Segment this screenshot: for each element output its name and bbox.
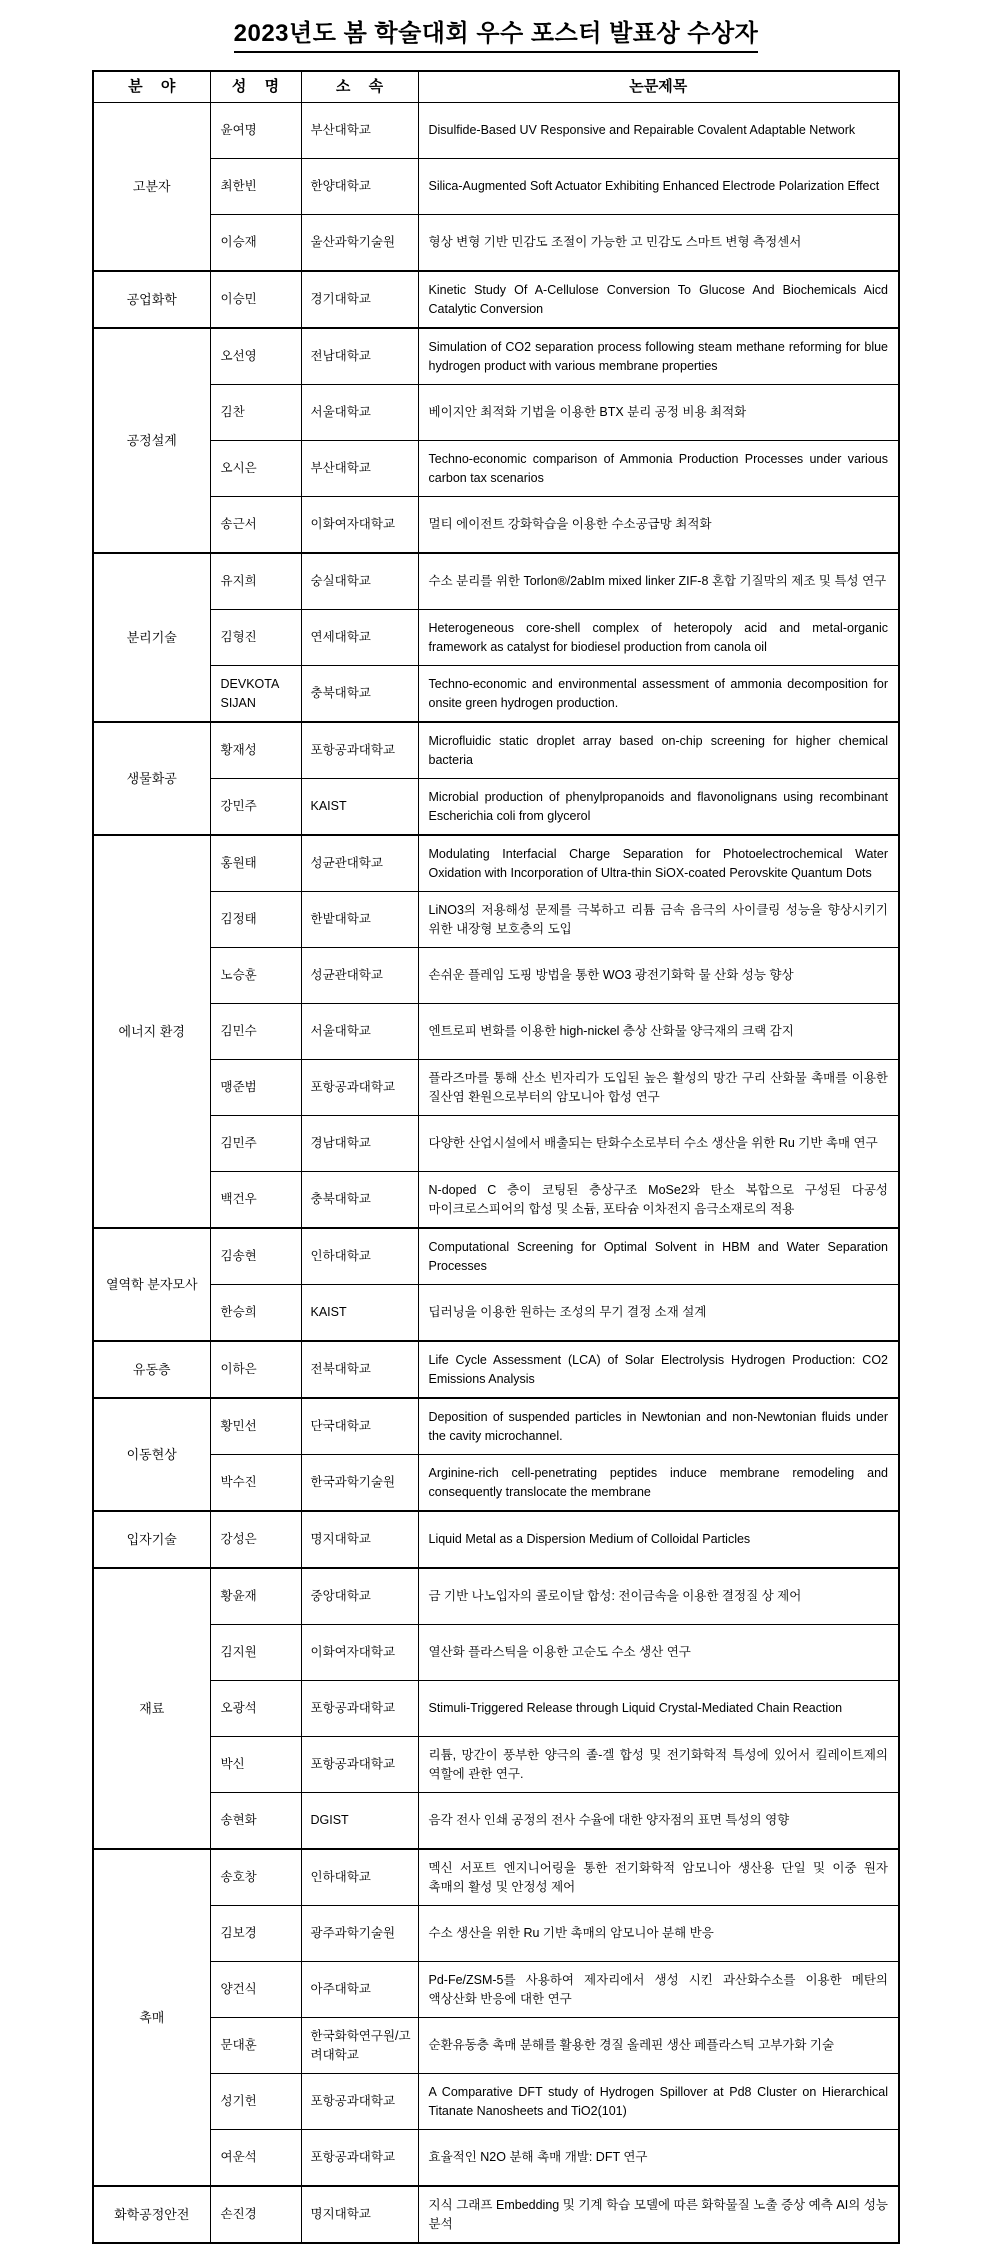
field-cell: 에너지 환경 (93, 835, 210, 1228)
table-row (93, 2130, 899, 2187)
table-row (93, 328, 899, 385)
paper-title-cell: Techno-economic comparison of Ammonia Production Processes under various carbon tax scenarios (418, 441, 899, 497)
name-cell: 황민선 (210, 1398, 301, 1455)
name-cell: 강민주 (210, 779, 301, 836)
paper-title-cell: 음각 전사 인쇄 공정의 전사 수율에 대한 양자점의 표면 특성의 영향 (418, 1793, 899, 1850)
paper-title-cell: Modulating Interfacial Charge Separation for Photoelectrochemical Water Oxidation with Incorporation of Ultra-thin SiOX-coated Perovskite Quantum Dots (418, 835, 899, 892)
table-row (93, 610, 899, 666)
affiliation-cell: 중앙대학교 (301, 1568, 418, 1625)
affiliation-cell: 포항공과대학교 (301, 722, 418, 779)
table-row (93, 1906, 899, 1962)
affiliation-cell: 명지대학교 (301, 1511, 418, 1568)
paper-title-cell: Simulation of CO2 separation process following steam methane reforming for blue hydrogen product with various membrane properties (418, 328, 899, 385)
affiliation-cell: 연세대학교 (301, 610, 418, 666)
paper-title-cell: 멕신 서포트 엔지니어링을 통한 전기화학적 암모니아 생산용 단일 및 이중 원자 촉매의 활성 및 안정성 제어 (418, 1849, 899, 1906)
paper-title-cell: 효율적인 N2O 분해 촉매 개발: DFT 연구 (418, 2130, 899, 2187)
name-cell: 오광석 (210, 1681, 301, 1737)
name-cell: 송호창 (210, 1849, 301, 1906)
table-row (93, 2018, 899, 2074)
field-cell: 공업화학 (93, 271, 210, 328)
paper-title-cell: Microbial production of phenylpropanoids and flavonolignans using recombinant Escherichia coli from glycerol (418, 779, 899, 836)
affiliation-cell: 한국화학연구원/고려대학교 (301, 2018, 418, 2074)
name-cell: 김민주 (210, 1116, 301, 1172)
affiliation-cell: 경남대학교 (301, 1116, 418, 1172)
awards-table-body (93, 103, 899, 2244)
paper-title-cell: Heterogeneous core-shell complex of heteropoly acid and metal-organic framework as catalyst for biodiesel production from canola oil (418, 610, 899, 666)
table-row (93, 948, 899, 1004)
field-cell: 재료 (93, 1568, 210, 1849)
name-cell: 유지희 (210, 553, 301, 610)
table-row (93, 1849, 899, 1906)
paper-title-cell: 수소 생산을 위한 Ru 기반 촉매의 암모니아 분해 반응 (418, 1906, 899, 1962)
paper-title-cell: N-doped C 층이 코팅된 층상구조 MoSe2와 탄소 복합으로 구성된 다공성 마이크로스피어의 합성 및 소듐, 포타슘 이차전지 음극소재로의 적용 (418, 1172, 899, 1229)
table-row (93, 1793, 899, 1850)
name-cell: 김형진 (210, 610, 301, 666)
table-row (93, 1737, 899, 1793)
paper-title-cell: Liquid Metal as a Dispersion Medium of Colloidal Particles (418, 1511, 899, 1568)
table-row (93, 892, 899, 948)
paper-title-cell: Computational Screening for Optimal Solvent in HBM and Water Separation Processes (418, 1228, 899, 1285)
name-cell: 황윤재 (210, 1568, 301, 1625)
field-cell: 공정설계 (93, 328, 210, 553)
affiliation-cell: 서울대학교 (301, 385, 418, 441)
header-affiliation: 소 속 (301, 71, 418, 103)
field-cell: 이동현상 (93, 1398, 210, 1511)
paper-title-cell: Silica-Augmented Soft Actuator Exhibiting Enhanced Electrode Polarization Effect (418, 159, 899, 215)
affiliation-cell: 성균관대학교 (301, 835, 418, 892)
affiliation-cell: 부산대학교 (301, 103, 418, 159)
paper-title-cell: 멀티 에이전트 강화학습을 이용한 수소공급망 최적화 (418, 497, 899, 554)
affiliation-cell: DGIST (301, 1793, 418, 1850)
affiliation-cell: 경기대학교 (301, 271, 418, 328)
affiliation-cell: 이화여자대학교 (301, 497, 418, 554)
paper-title-cell: 베이지안 최적화 기법을 이용한 BTX 분리 공정 비용 최적화 (418, 385, 899, 441)
paper-title-cell: A Comparative DFT study of Hydrogen Spillover at Pd8 Cluster on Hierarchical Titanate Nanosheets and TiO2(101) (418, 2074, 899, 2130)
affiliation-cell: 인하대학교 (301, 1228, 418, 1285)
paper-title-cell: 딥러닝을 이용한 원하는 조성의 무기 결정 소재 설계 (418, 1285, 899, 1342)
affiliation-cell: 성균관대학교 (301, 948, 418, 1004)
table-row (93, 103, 899, 159)
paper-title-cell: 열산화 플라스틱을 이용한 고순도 수소 생산 연구 (418, 1625, 899, 1681)
name-cell: 맹준범 (210, 1060, 301, 1116)
name-cell: 손진경 (210, 2186, 301, 2243)
table-row (93, 1681, 899, 1737)
affiliation-cell: 포항공과대학교 (301, 1737, 418, 1793)
paper-title-cell: 수소 분리를 위한 Torlon®/2abIm mixed linker ZIF-8 혼합 기질막의 제조 및 특성 연구 (418, 553, 899, 610)
name-cell: 이승재 (210, 215, 301, 272)
table-row (93, 1341, 899, 1398)
name-cell: 황재성 (210, 722, 301, 779)
paper-title-cell: Deposition of suspended particles in Newtonian and non-Newtonian fluids under the cavity microchannel. (418, 1398, 899, 1455)
affiliation-cell: 한밭대학교 (301, 892, 418, 948)
table-row (93, 159, 899, 215)
paper-title-cell: 플라즈마를 통해 산소 빈자리가 도입된 높은 활성의 망간 구리 산화물 촉매를 이용한 질산염 환원으로부터의 암모니아 합성 연구 (418, 1060, 899, 1116)
name-cell: 김지원 (210, 1625, 301, 1681)
name-cell: DEVKOTA SIJAN (210, 666, 301, 723)
affiliation-cell: 포항공과대학교 (301, 1681, 418, 1737)
affiliation-cell: 서울대학교 (301, 1004, 418, 1060)
name-cell: 홍원태 (210, 835, 301, 892)
name-cell: 오시은 (210, 441, 301, 497)
table-row (93, 441, 899, 497)
affiliation-cell: KAIST (301, 779, 418, 836)
table-row (93, 666, 899, 723)
paper-title-cell: Pd-Fe/ZSM-5를 사용하여 제자리에서 생성 시킨 과산화수소를 이용한 메탄의 액상산화 반응에 대한 연구 (418, 1962, 899, 2018)
table-row (93, 1962, 899, 2018)
header-name: 성 명 (210, 71, 301, 103)
affiliation-cell: 울산과학기술원 (301, 215, 418, 272)
paper-title-cell: LiNO3의 저용해성 문제를 극복하고 리튬 금속 음극의 사이클링 성능을 향상시키기 위한 내장형 보호층의 도입 (418, 892, 899, 948)
affiliation-cell: 단국대학교 (301, 1398, 418, 1455)
affiliation-cell: 부산대학교 (301, 441, 418, 497)
paper-title-cell: Kinetic Study Of A-Cellulose Conversion To Glucose And Biochemicals Aicd Catalytic Conversion (418, 271, 899, 328)
affiliation-cell: 아주대학교 (301, 1962, 418, 2018)
paper-title-cell: 순환유동층 촉매 분해를 활용한 경질 올레핀 생산 페플라스틱 고부가화 기술 (418, 2018, 899, 2074)
table-row (93, 722, 899, 779)
name-cell: 김찬 (210, 385, 301, 441)
header-field: 분 야 (93, 71, 210, 103)
paper-title-cell: Stimuli-Triggered Release through Liquid Crystal-Mediated Chain Reaction (418, 1681, 899, 1737)
name-cell: 양건식 (210, 1962, 301, 2018)
affiliation-cell: 이화여자대학교 (301, 1625, 418, 1681)
affiliation-cell: 전남대학교 (301, 328, 418, 385)
header-paper-title: 논문제목 (418, 71, 899, 103)
name-cell: 여운석 (210, 2130, 301, 2187)
paper-title-cell: Life Cycle Assessment (LCA) of Solar Electrolysis Hydrogen Production: CO2 Emissions Analysis (418, 1341, 899, 1398)
table-row (93, 835, 899, 892)
field-cell: 고분자 (93, 103, 210, 272)
table-header-row (93, 71, 899, 103)
name-cell: 윤여명 (210, 103, 301, 159)
table-row (93, 1398, 899, 1455)
field-cell: 분리기술 (93, 553, 210, 722)
name-cell: 문대훈 (210, 2018, 301, 2074)
table-row (93, 1172, 899, 1229)
affiliation-cell: 명지대학교 (301, 2186, 418, 2243)
name-cell: 박신 (210, 1737, 301, 1793)
field-cell: 유동층 (93, 1341, 210, 1398)
affiliation-cell: 숭실대학교 (301, 553, 418, 610)
name-cell: 오선영 (210, 328, 301, 385)
name-cell: 백건우 (210, 1172, 301, 1229)
table-row (93, 1116, 899, 1172)
name-cell: 송근서 (210, 497, 301, 554)
paper-title-cell: 리튬, 망간이 풍부한 양극의 졸-겔 합성 및 전기화학적 특성에 있어서 킬레이트제의 역할에 관한 연구. (418, 1737, 899, 1793)
name-cell: 김민수 (210, 1004, 301, 1060)
affiliation-cell: 광주과학기술원 (301, 1906, 418, 1962)
paper-title-cell: 형상 변형 기반 민감도 조절이 가능한 고 민감도 스마트 변형 측정센서 (418, 215, 899, 272)
table-row (93, 779, 899, 836)
affiliation-cell: 포항공과대학교 (301, 2130, 418, 2187)
name-cell: 강성은 (210, 1511, 301, 1568)
affiliation-cell: KAIST (301, 1285, 418, 1342)
name-cell: 김정태 (210, 892, 301, 948)
field-cell: 촉매 (93, 1849, 210, 2186)
affiliation-cell: 충북대학교 (301, 666, 418, 723)
table-row (93, 1004, 899, 1060)
affiliation-cell: 충북대학교 (301, 1172, 418, 1229)
affiliation-cell: 전북대학교 (301, 1341, 418, 1398)
name-cell: 김보경 (210, 1906, 301, 1962)
table-row (93, 2186, 899, 2243)
field-cell: 열역학 분자모사 (93, 1228, 210, 1341)
table-row (93, 1455, 899, 1512)
table-row (93, 2074, 899, 2130)
affiliation-cell: 한국과학기술원 (301, 1455, 418, 1512)
table-row (93, 497, 899, 554)
field-cell: 입자기술 (93, 1511, 210, 1568)
paper-title-cell: Techno-economic and environmental assessment of ammonia decomposition for onsite green hydrogen production. (418, 666, 899, 723)
field-cell: 생물화공 (93, 722, 210, 835)
paper-title-cell: Disulfide-Based UV Responsive and Repairable Covalent Adaptable Network (418, 103, 899, 159)
name-cell: 노승훈 (210, 948, 301, 1004)
name-cell: 이승민 (210, 271, 301, 328)
table-row (93, 1511, 899, 1568)
table-row (93, 553, 899, 610)
paper-title-cell: Arginine-rich cell-penetrating peptides induce membrane remodeling and consequently translocate the membrane (418, 1455, 899, 1512)
affiliation-cell: 인하대학교 (301, 1849, 418, 1906)
affiliation-cell: 포항공과대학교 (301, 2074, 418, 2130)
paper-title-cell: 지식 그래프 Embedding 및 기계 학습 모델에 따른 화학물질 노출 증상 예측 AI의 성능 분석 (418, 2186, 899, 2243)
name-cell: 김송현 (210, 1228, 301, 1285)
paper-title-cell: 엔트로피 변화를 이용한 high-nickel 층상 산화물 양극재의 크랙 감지 (418, 1004, 899, 1060)
paper-title-cell: Microfluidic static droplet array based on-chip screening for higher chemical bacteria (418, 722, 899, 779)
affiliation-cell: 포항공과대학교 (301, 1060, 418, 1116)
table-row (93, 271, 899, 328)
name-cell: 송현화 (210, 1793, 301, 1850)
table-row (93, 1285, 899, 1342)
name-cell: 성기헌 (210, 2074, 301, 2130)
paper-title-cell: 금 기반 나노입자의 콜로이달 합성: 전이금속을 이용한 결정질 상 제어 (418, 1568, 899, 1625)
affiliation-cell: 한양대학교 (301, 159, 418, 215)
page-title (0, 13, 992, 53)
table-row (93, 1060, 899, 1116)
paper-title-cell: 다양한 산업시설에서 배출되는 탄화수소로부터 수소 생산을 위한 Ru 기반 촉매 연구 (418, 1116, 899, 1172)
name-cell: 최한빈 (210, 159, 301, 215)
field-cell: 화학공정안전 (93, 2186, 210, 2243)
table-row (93, 385, 899, 441)
table-row (93, 1568, 899, 1625)
name-cell: 이하은 (210, 1341, 301, 1398)
awards-table (92, 70, 900, 2244)
name-cell: 한승희 (210, 1285, 301, 1342)
paper-title-cell: 손쉬운 플레임 도핑 방법을 통한 WO3 광전기화학 물 산화 성능 향상 (418, 948, 899, 1004)
page-title-text: 2023년도 봄 학술대회 우수 포스터 발표상 수상자 (234, 13, 759, 53)
table-row (93, 1625, 899, 1681)
table-row (93, 215, 899, 272)
table-row (93, 1228, 899, 1285)
name-cell: 박수진 (210, 1455, 301, 1512)
